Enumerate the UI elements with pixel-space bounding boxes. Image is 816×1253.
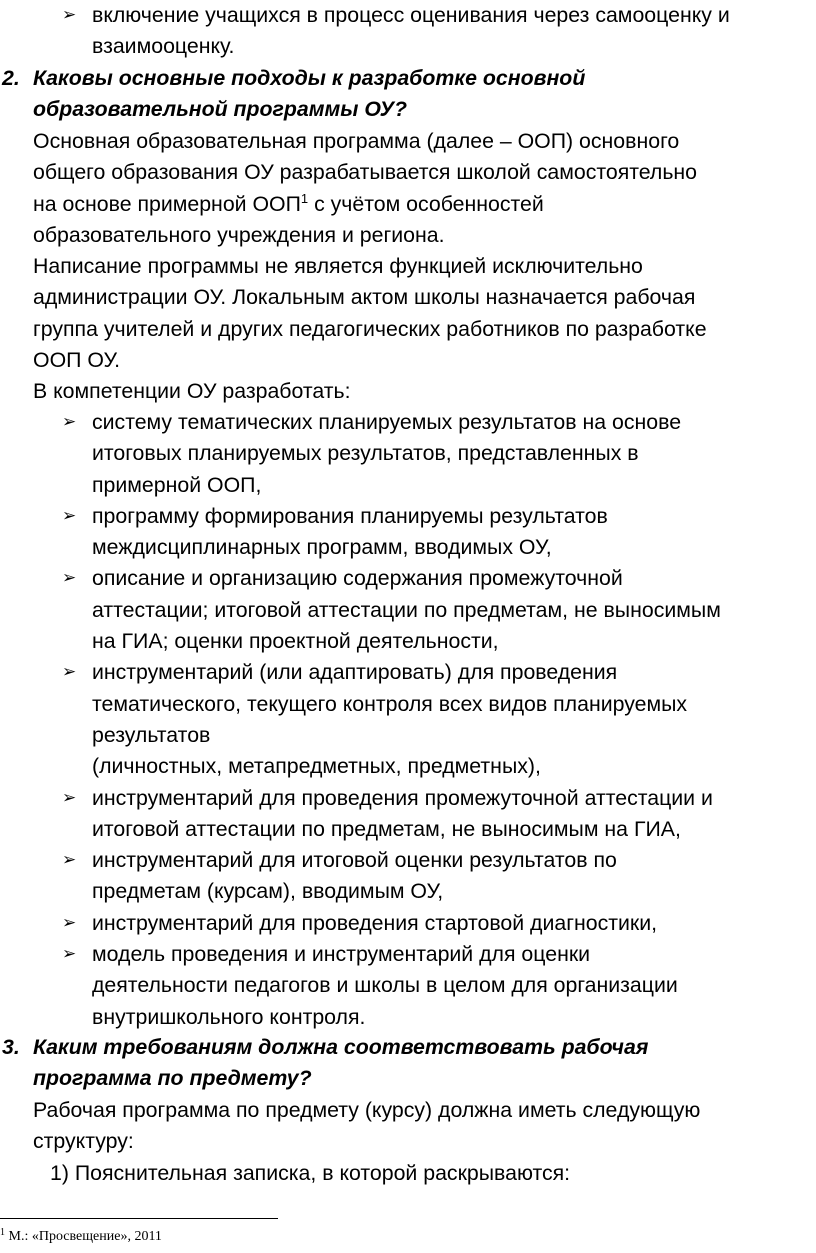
text-line: деятельности педагогов и школы в целом для организации xyxy=(92,973,678,998)
footnote xyxy=(0,1228,162,1246)
text-line: предметам (курсам), вводимым ОУ, xyxy=(92,879,444,904)
text-line: взаимооценку. xyxy=(92,34,235,59)
text-line: аттестации; итоговой аттестации по предметам, не выносимым xyxy=(92,597,721,622)
text-line xyxy=(0,189,800,220)
text-line: Каким требованиям должна соответствовать рабочая xyxy=(33,1035,649,1059)
text-line: тематического, текущего контроля всех видов планируемых xyxy=(92,691,688,716)
list-item xyxy=(0,657,800,688)
paragraph-structure xyxy=(0,1095,800,1189)
text-line: образовательного учреждения и региона. xyxy=(33,222,445,247)
list-item xyxy=(0,0,800,31)
text-line: 1) Пояснительная записка, в которой раскрываются: xyxy=(50,1160,571,1185)
text-line: программа по предмету? xyxy=(33,1066,312,1091)
text-line: Рабочая программа по предмету (курсу) должна иметь следующую xyxy=(33,1098,701,1122)
arrow-bullet-icon: ➢ xyxy=(62,787,77,808)
list-item xyxy=(0,939,800,970)
text-fragment: с учётом особенностей xyxy=(308,191,544,216)
arrow-bullet-icon: ➢ xyxy=(62,912,77,933)
question-number: 3. xyxy=(2,1035,20,1059)
text-line: итоговых планируемых результатов, представленных в xyxy=(92,441,639,466)
arrow-bullet-icon: ➢ xyxy=(62,505,77,526)
list-item xyxy=(0,501,800,532)
text-line: описание и организацию содержания промежуточной xyxy=(92,566,623,591)
text-line: администрации ОУ. Локальным актом школы назначается рабочая xyxy=(33,285,696,310)
text-line: общего образования ОУ разрабатывается школой самостоятельно xyxy=(33,160,698,185)
text-line: модель проведения и инструментарий для оценки xyxy=(92,942,591,967)
footnote-mark: 1 xyxy=(0,1227,5,1238)
text-line: образовательной программы ОУ? xyxy=(33,97,408,122)
text-line: структуру: xyxy=(33,1129,134,1154)
question-heading xyxy=(0,1032,800,1063)
text-line: (личностных, метапредметных, предметных), xyxy=(92,754,541,779)
competence-list xyxy=(0,407,800,1033)
text-line: результатов xyxy=(92,722,211,747)
text-line: Написание программы не является функцией исключительно xyxy=(33,254,643,278)
text-line: инструментарий для итоговой оценки результатов по xyxy=(92,848,617,873)
arrow-bullet-icon: ➢ xyxy=(62,944,77,965)
footnote-separator xyxy=(0,1218,278,1219)
text-line: Каковы основные подходы к разработке основной xyxy=(33,66,586,90)
text-line: включение учащихся в процесс оценивания через самооценку и xyxy=(92,3,730,27)
text-line: примерной ООП, xyxy=(92,472,262,497)
footnote-text: М.: «Просвещение», 2011 xyxy=(5,1229,162,1244)
arrow-bullet-icon: ➢ xyxy=(62,412,77,432)
question-heading xyxy=(0,63,800,94)
text-line: программу формирования планируемы результатов xyxy=(92,503,608,528)
text-line: инструментарий (или адаптировать) для проведения xyxy=(92,660,618,685)
arrow-bullet-icon: ➢ xyxy=(62,850,77,871)
bullet-self-assessment xyxy=(0,0,800,63)
text-line: инструментарий для проведения стартовой диагностики, xyxy=(92,910,658,935)
text-line: систему тематических планируемых результатов на основе xyxy=(92,410,682,434)
text-line: междисциплинарных программ, вводимых ОУ, xyxy=(92,535,552,560)
text-line: ООП ОУ. xyxy=(33,347,121,372)
footnote-reference: 1 xyxy=(300,190,309,206)
question-3 xyxy=(0,1032,800,1095)
text-line: инструментарий для проведения промежуточной аттестации и xyxy=(92,785,713,810)
question-number: 2. xyxy=(2,66,20,90)
arrow-bullet-icon: ➢ xyxy=(62,568,77,589)
list-item xyxy=(0,908,800,939)
arrow-bullet-icon: ➢ xyxy=(62,662,77,683)
text-line: В компетенции ОУ разработать: xyxy=(33,379,351,403)
paragraph-oop-definition xyxy=(0,126,800,251)
text-line: группа учителей и других педагогических работников по разработке xyxy=(33,316,707,341)
paragraph-competence xyxy=(0,376,800,407)
arrow-bullet-icon: ➢ xyxy=(62,5,77,25)
paragraph-working-group xyxy=(0,251,800,376)
text-line: внутришкольного контроля. xyxy=(92,1004,366,1029)
list-item xyxy=(0,783,800,814)
text-fragment: на основе примерной ООП xyxy=(33,191,301,216)
question-2 xyxy=(0,63,800,126)
list-item xyxy=(0,563,800,594)
list-item xyxy=(0,845,800,876)
text-line: итоговой аттестации по предметам, не выносимым на ГИА, xyxy=(92,816,681,841)
list-item xyxy=(0,407,800,438)
text-line: на ГИА; оценки проектной деятельности, xyxy=(92,629,499,654)
text-line: Основная образовательная программа (далее – ООП) основного xyxy=(33,129,680,153)
